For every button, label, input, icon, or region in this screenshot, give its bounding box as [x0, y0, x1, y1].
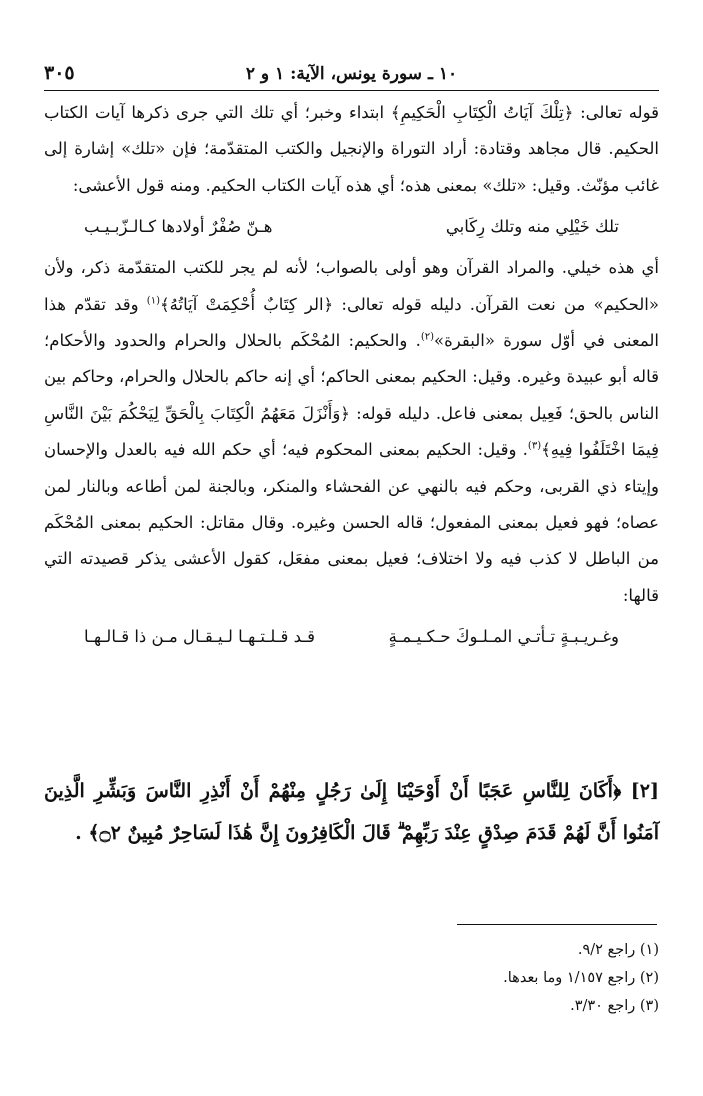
- quran-verse-block: [44, 770, 659, 854]
- paragraph-2-part-2: وقد تقدّم هذا المعنى في أوّل سورة «البقرة»: [44, 294, 659, 351]
- poem-verse-1: [44, 204, 659, 250]
- footnotes: [259, 936, 659, 1020]
- paragraph-2-part-1: أي هذه خيلي. والمراد القرآن وهو أولى بالصواب؛ لأنه لم يجر للكتب المتقدّمة ذكر، ولأن «الحكيم» من نعت القرآن. دليله قوله تعالى: ﴿الر كِتَابٌ أُحْكِمَتْ آيَاتُهُ﴾: [44, 258, 659, 314]
- paragraph-2-part-4: . وقيل: الحكيم بمعنى المحكوم فيه؛ أي حكم الله فيه بالعدل والإحسان وإيتاء ذي القربى، وحكم فيه بالنهي عن الفحشاء والمنكر، وبالجنة لمن أطاعه وبالنار لمن عصاه؛ فهو فعيل بمعنى المفعول؛ قاله الحسن وغيره. وقال مقاتل: الحكيم بمعنى المُحْكَم من الباطل لا كذب فيه ولا اختلاف؛ فعيل بمعنى مفعَل، كقول الأعشى يذكر قصيدته التي قالها:: [44, 440, 659, 605]
- running-header: [44, 56, 659, 91]
- paragraph-2: [44, 250, 659, 614]
- poem-1-right-hemistich: تلك خَيْلِي منه وتلك رِكَابي: [445, 217, 619, 237]
- commentary-body: [44, 95, 659, 660]
- verse-number: [٢]: [630, 780, 659, 802]
- paragraph-1: قوله تعالى: ﴿تِلْكَ آيَاتُ الْكِتَابِ الْحَكِيمِ﴾ ابتداء وخبر؛ أي تلك التي جرى ذكرها آيات الكتاب الحكيم. قال مجاهد وقتادة: أراد التوراة والإنجيل والكتب المتقدّمة؛ فإن «تلك» إشارة إلى غائب مؤنّث. وقيل: «تلك» بمعنى هذه؛ أي هذه آيات الكتاب الحكيم. ومنه قول الأعشى:: [44, 103, 659, 195]
- footnote-1: (١) راجع ٩/٢.: [577, 942, 659, 958]
- footnote-ref-2[interactable]: (٢): [420, 331, 435, 343]
- footnote-2: (٢) راجع ١/١٥٧ وما بعدها.: [503, 970, 659, 986]
- page-number: ٣٠٥: [44, 62, 75, 84]
- chapter-title: ١٠ ـ سورة يونس، الآية: ١ و ٢: [245, 64, 458, 84]
- footnote-3: (٣) راجع ٣/٣٠.: [570, 998, 659, 1014]
- poem-verse-2: [44, 614, 659, 660]
- paragraph-2-part-3: . والحكيم: المُحْكَم بالحلال والحرام والحدود والأحكام؛ قاله أبو عبيدة وغيره. وقيل: الحكيم بمعنى الحاكم؛ أي إنه حاكم بالحلال والحرام، وحاكم بين الناس بالحق؛ فَعِيل بمعنى فاعل. دليله قوله: ﴿وَأَنْزَلَ مَعَهُمُ الْكِتَابَ بِالْحَقِّ لِيَحْكُمَ بَيْنَ النَّاسِ فِيمَا اخْتَلَفُوا فِيهِ﴾: [44, 331, 660, 460]
- poem-1-left-hemistich: هـنّ صُفْرٌ أولادها كـالـزّبـيـب: [84, 217, 273, 237]
- verse-text: ﴿أَكَانَ لِلنَّاسِ عَجَبًا أَنْ أَوْحَيْنَا إِلَىٰ رَجُلٍ مِنْهُمْ أَنْ أَنْذِرِ النَّاسَ وَبَشِّرِ الَّذِينَ آمَنُوا أَنَّ لَهُمْ قَدَمَ صِدْقٍ عِنْدَ رَبِّهِمْ ۗ قَالَ الْكَافِرُونَ إِنَّ هَٰذَا لَسَاحِرٌ مُبِينٌ ۝٢﴾ .: [44, 780, 659, 844]
- poem-2-right-hemistich: وغـريـبـةٍ تـأتـي المـلـوكَ حـكـيـمـةٍ: [388, 627, 619, 647]
- footnote-divider: [457, 924, 657, 925]
- poem-2-left-hemistich: قـد قـلـتـهـا لـيـقـال مـن ذا قـالـهـا: [84, 627, 316, 647]
- footnote-ref-1[interactable]: (١): [146, 295, 160, 307]
- footnote-ref-3[interactable]: (٣): [527, 440, 542, 452]
